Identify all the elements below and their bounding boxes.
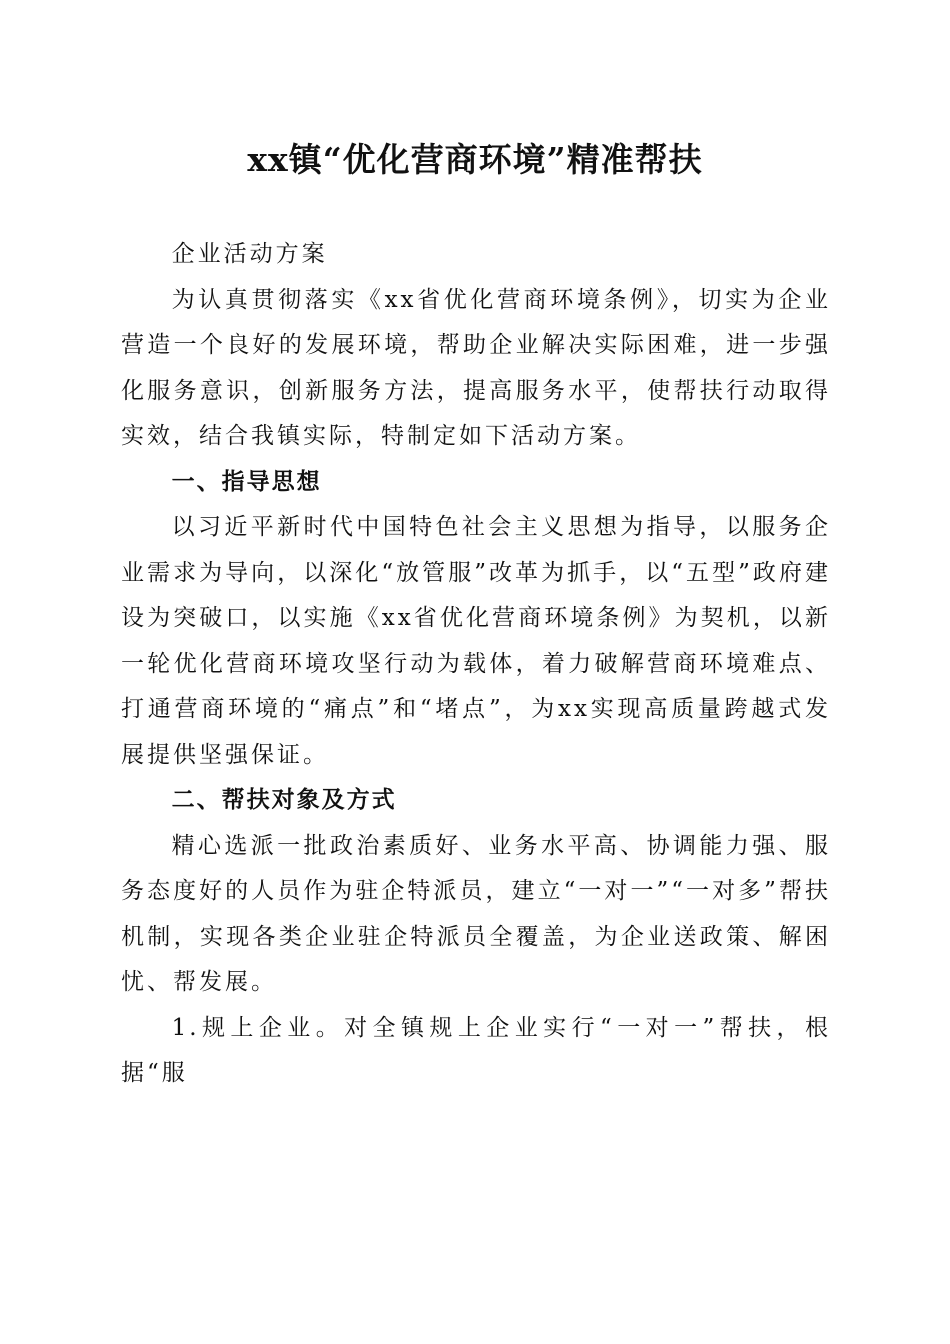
item-1-paragraph: 1.规上企业。对全镇规上企业实行“一对一”帮扶，根据“服 [121, 1014, 831, 1086]
document-body [121, 232, 831, 1097]
subtitle-paragraph: 企业活动方案 [171, 241, 328, 267]
section-heading-guiding-thought: 一、指导思想 [171, 468, 322, 495]
intro-paragraph: 为认真贯彻落实《xx省优化营商环境条例》，切实为企业营造一个良好的发展环境，帮助企业解决实际困难，进一步强化服务意识，创新服务方法，提高服务水平，使帮扶行动取得实效，结合我镇实际，特制定如下活动方案。 [121, 286, 831, 449]
assistance-method-paragraph: 精心选派一批政治素质好、业务水平高、协调能力强、服务态度好的人员作为驻企特派员，建立“一对一”“一对多”帮扶机制，实现各类企业驻企特派员全覆盖，为企业送政策、解困忧、帮发展。 [121, 832, 831, 995]
guiding-thought-paragraph: 以习近平新时代中国特色社会主义思想为指导，以服务企业需求为导向，以深化“放管服”改革为抓手，以“五型”政府建设为突破口，以实施《xx省优化营商环境条例》为契机，以新一轮优化营商环境攻坚行动为载体，着力破解营商环境难点、打通营商环境的“痛点”和“堵点”，为xx实现高质量跨越式发展提供坚强保证。 [121, 514, 831, 768]
section-heading-assistance-targets: 二、帮扶对象及方式 [171, 787, 397, 813]
document-title: xx镇“优化营商环境”精准帮扶 [247, 140, 703, 179]
